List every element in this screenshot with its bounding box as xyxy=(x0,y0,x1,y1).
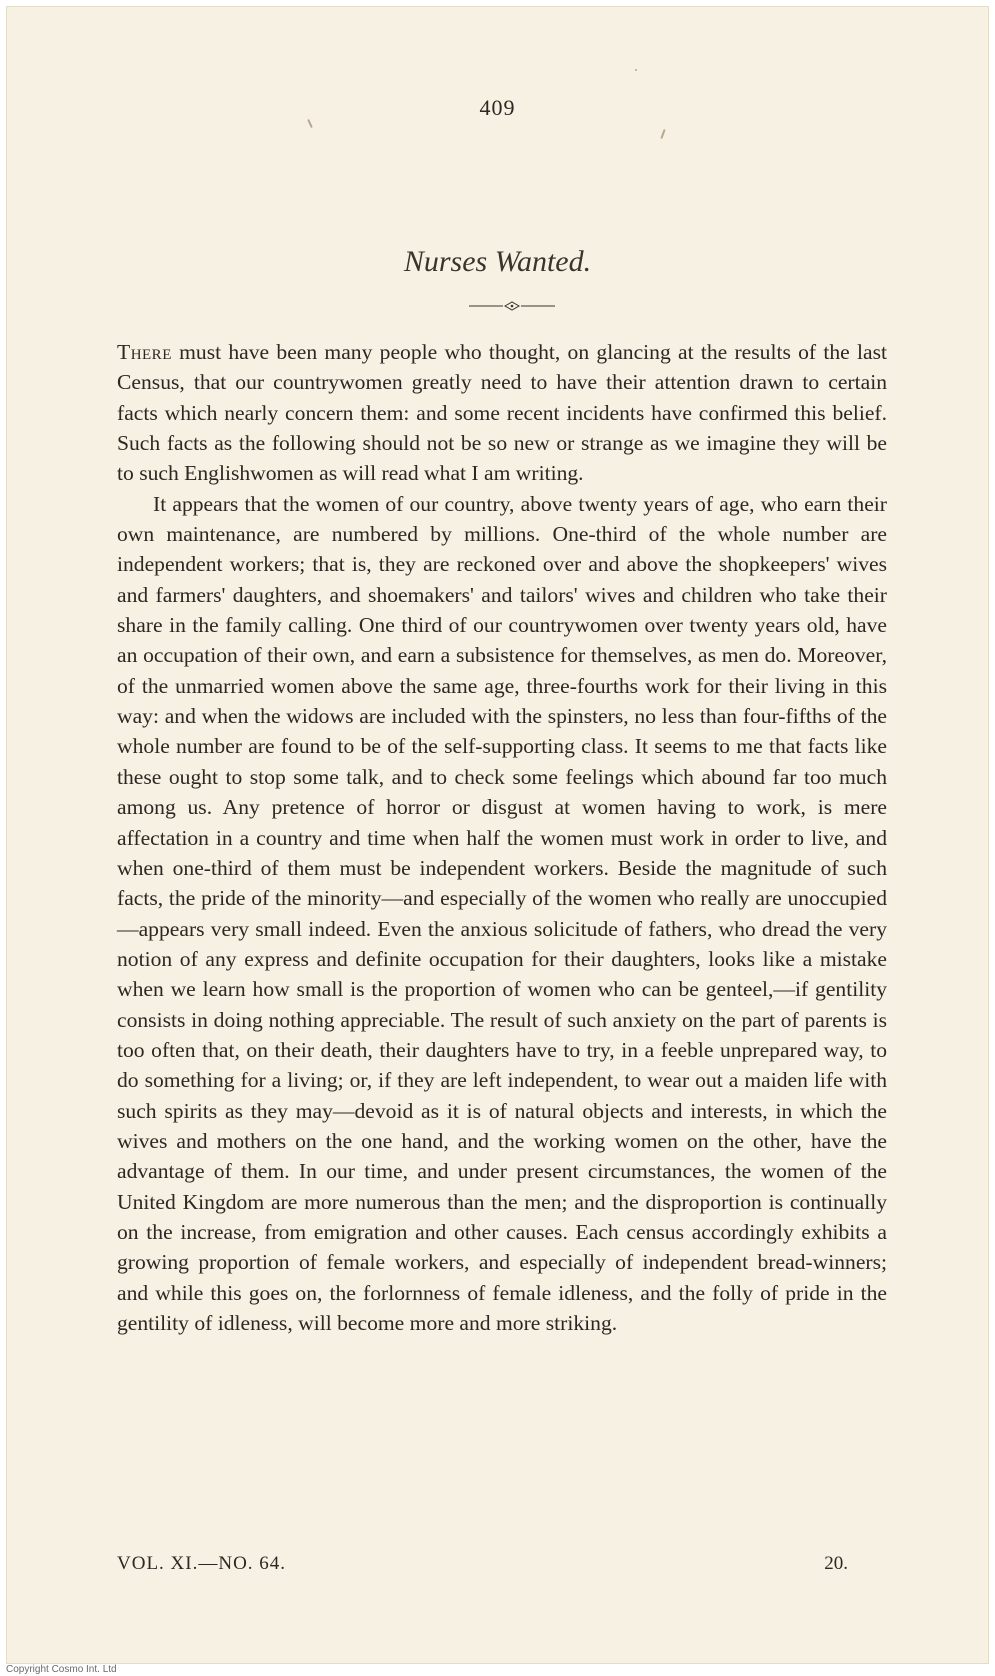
sheet-number: 20. xyxy=(824,1553,848,1574)
paragraph-lead-word: There xyxy=(117,340,172,364)
volume-signature: VOL. XI.—NO. 64. xyxy=(117,1553,287,1574)
title-ornament xyxy=(467,301,557,311)
page-frame xyxy=(6,6,989,1664)
paragraph-text: must have been many people who thought, on glancing at the results of the last Census, that our countrywomen greatly need to have their attention drawn to certain facts which nearly concern them: and some recent incidents have confirmed this belief. Such facts as the following should not be so new or strange as we imagine they will be to such Englishwomen as will read what I am writing. xyxy=(117,340,887,486)
paragraph xyxy=(117,337,887,489)
paper-speck xyxy=(660,129,665,139)
book-page xyxy=(7,7,988,1663)
article-title: Nurses Wanted. xyxy=(403,245,592,278)
page-number: 409 xyxy=(479,95,516,120)
copyright-notice: Copyright Cosmo Int. Ltd xyxy=(6,1664,117,1675)
article-body xyxy=(117,337,887,1338)
paragraph-text: It appears that the women of our country, above twenty years of age, who earn their own maintenance, are numbered by millions. One-third of the whole number are independent workers; that is, they are reckoned over and above the shopkeepers' wives and farmers' daughters, and shoemakers' and tailors' wives and children who take their share in the family calling. One third of our countrywomen over twenty years old, have an occupation of their own, and earn a subsistence for themselves, as men do. Moreover, of the unmarried women above the same age, three-fourths work for their living in this way: and when the widows are included with the spinsters, no less than four-fifths of the whole number are found to be of the self-supporting class. It seems to me that facts like these ought to stop some talk, and to check some feelings which abound far too much among us. Any pretence of horror or disgust at women having to work, is mere affectation in a country and time when half the women must work in order to live, and when one-third of them must be independent workers. Beside the magnitude of such facts, the pride of the minority—and especially of the women who really are unoccupied—appears very small indeed. Even the anxious solicitude of fathers, who dread the very notion of any express and definite occupation for their daughters, looks like a mistake when we learn how small is the proportion of women who can be genteel,—if gentility consists in doing nothing appreciable. The result of such anxiety on the part of parents is too often that, on their death, their daughters have to try, in a feeble unprepared way, to do something for a living; or, if they are left independent, to wear out a maiden life with such spirits as they may—devoid as it is of natural objects and interests, in which the wives and mothers on the one hand, and the working women on the other, have the advantage of them. In our time, and under present circumstances, the women of the United Kingdom are more numerous than the men; and the disproportion is continually on the increase, from emigration and other causes. Each census accordingly exhibits a growing proportion of female workers, and especially of independent bread-winners; and while this goes on, the forlornness of female idleness, and the folly of pride in the gentility of idleness, will become more and more striking. xyxy=(117,491,887,1335)
paper-speck xyxy=(635,69,637,71)
paragraph xyxy=(117,489,887,1339)
